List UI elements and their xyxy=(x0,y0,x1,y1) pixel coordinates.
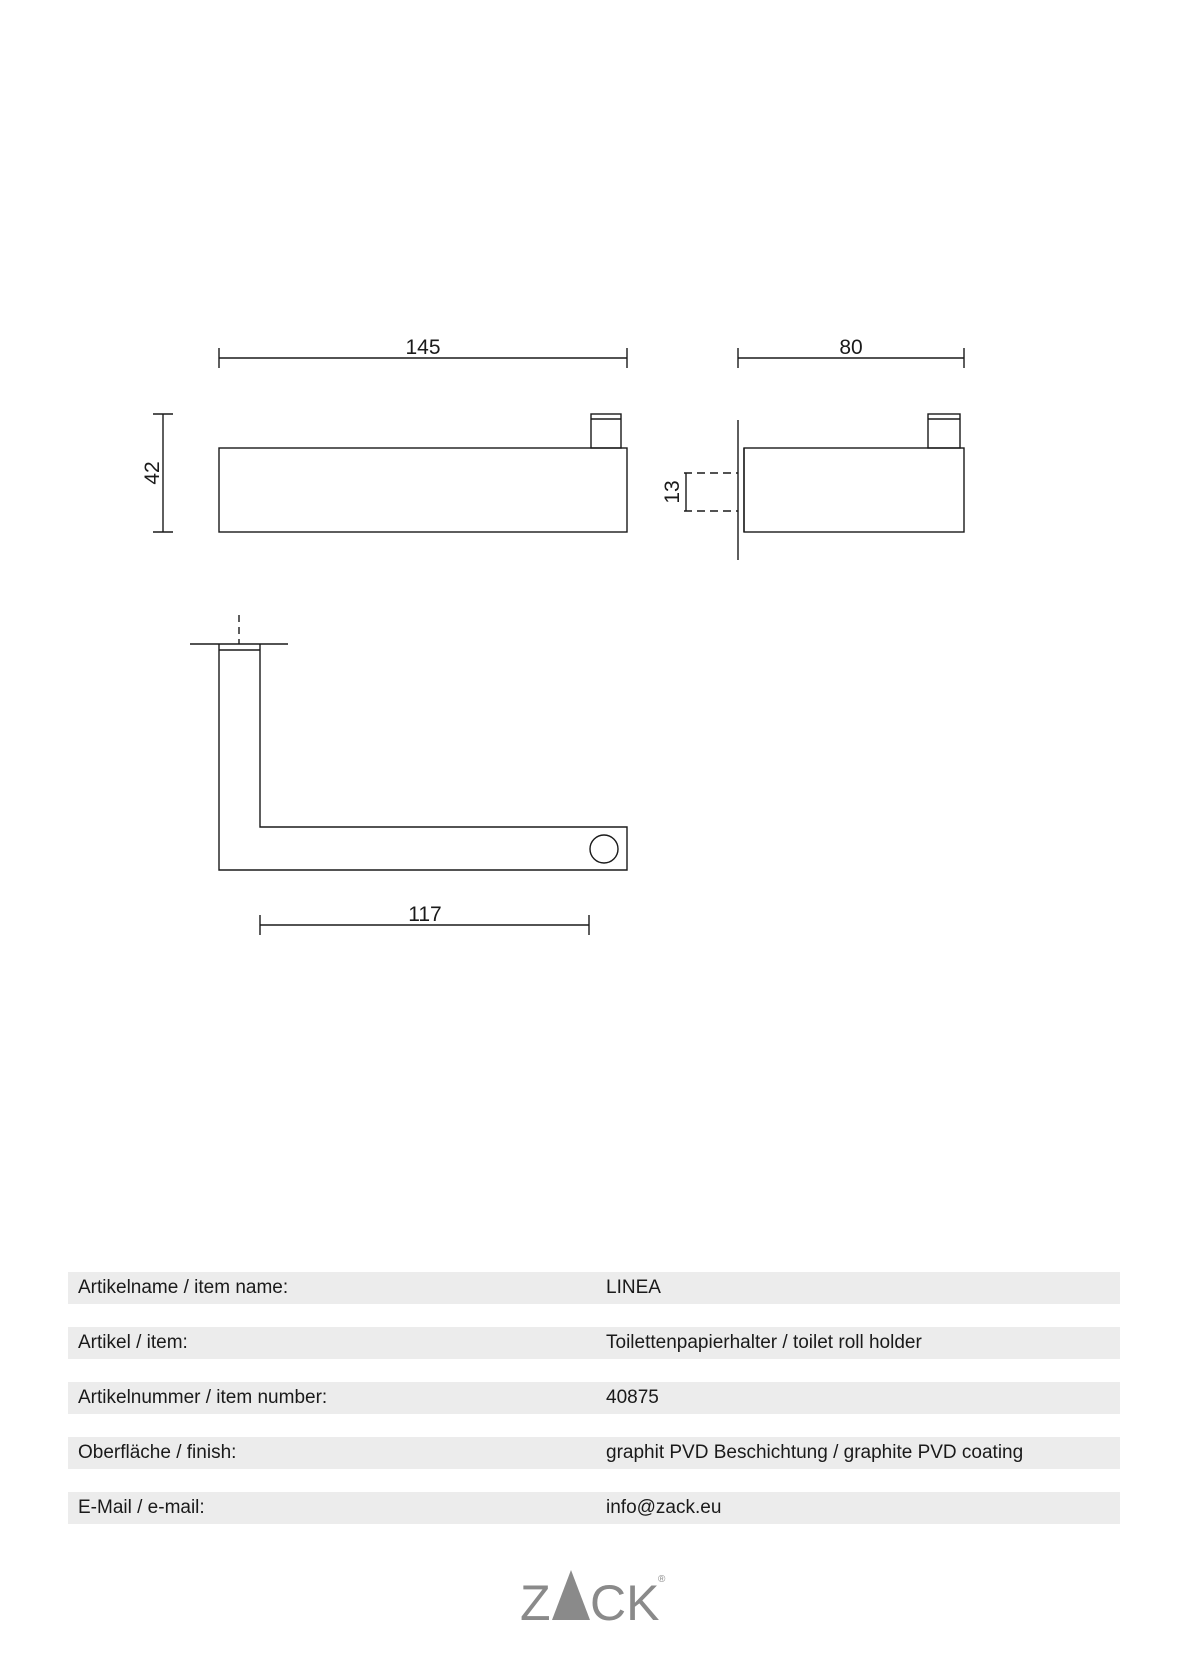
spec-value: 40875 xyxy=(606,1387,659,1408)
label-front-width: 145 xyxy=(405,336,441,359)
dimension-mount-height xyxy=(684,473,738,511)
spec-value: info@zack.eu xyxy=(606,1497,722,1518)
logo-a-triangle xyxy=(552,1570,590,1620)
spec-label: Oberfläche / finish: xyxy=(78,1442,237,1463)
spec-row-item xyxy=(68,1327,1120,1359)
front-view-body xyxy=(219,448,627,532)
spec-table xyxy=(68,1272,1120,1547)
spec-row-item-name xyxy=(68,1272,1120,1304)
top-view xyxy=(190,615,627,935)
logo-letters-ck: CK xyxy=(590,1575,660,1631)
front-view xyxy=(153,348,627,532)
logo-letter-z: Z xyxy=(520,1575,551,1631)
zack-logo xyxy=(510,1552,670,1632)
side-view xyxy=(684,348,964,560)
spec-value: Toilettenpapierhalter / toilet roll holder xyxy=(606,1332,922,1353)
spec-label: Artikelname / item name: xyxy=(78,1277,289,1298)
spec-label: Artikel / item: xyxy=(78,1332,188,1353)
label-side-depth: 80 xyxy=(839,336,863,359)
top-view-outline xyxy=(219,644,627,870)
top-view-peg xyxy=(590,835,618,863)
spec-label: E-Mail / e-mail: xyxy=(78,1497,205,1518)
spec-value: graphit PVD Beschichtung / graphite PVD coating xyxy=(606,1442,1024,1463)
spec-row-email xyxy=(68,1492,1120,1524)
side-view-body xyxy=(744,448,964,532)
label-mount-height: 13 xyxy=(661,480,684,504)
label-top-arm: 117 xyxy=(408,903,442,926)
logo-registered-mark: ® xyxy=(658,1574,666,1585)
spec-row-finish xyxy=(68,1437,1120,1469)
label-height: 42 xyxy=(141,461,164,485)
spec-row-item-number xyxy=(68,1382,1120,1414)
spec-label: Artikelnummer / item number: xyxy=(78,1387,328,1408)
spec-value: LINEA xyxy=(606,1277,661,1298)
